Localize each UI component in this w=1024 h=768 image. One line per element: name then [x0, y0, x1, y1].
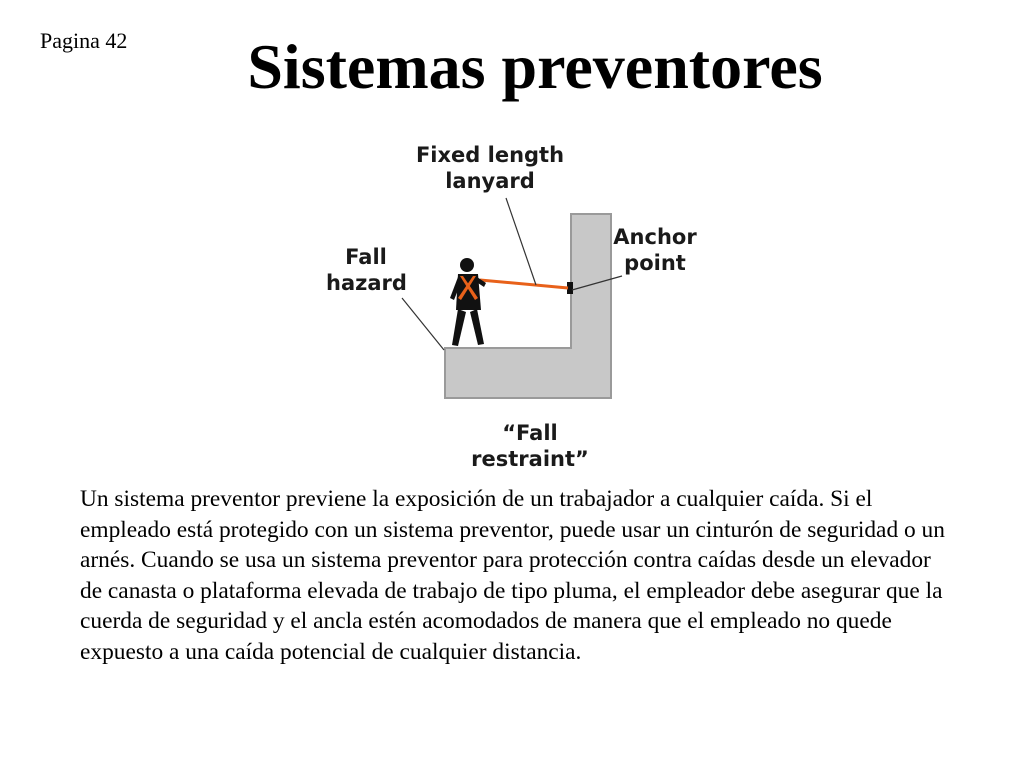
page-number: Pagina 42 — [40, 28, 128, 53]
page-title: Sistemas preventores — [247, 31, 823, 102]
fall-hazard-pointer — [402, 298, 444, 350]
lanyard-label: Fixed length lanyard — [415, 143, 565, 193]
anchor-label: Anchor point — [613, 225, 697, 275]
worker-figure — [450, 258, 486, 346]
diagram-caption: “Fall restraint” — [471, 421, 589, 471]
fall-hazard-label: Fall hazard — [326, 245, 407, 295]
lanyard-line — [480, 280, 568, 288]
body-paragraph: Un sistema preventor previene la exposición de un trabajador a cualquier caída. Si el empleado está protegido con un sistema preventor, puede usar un cinturón de seguridad o un arnés. Cuando se usa un sistema preventor para protección contra caídas desde un elevador de canasta o plataforma elevada de trabajo de tipo pluma, el empleador debe asegurar que la cuerda de seguridad y el ancla estén acomodados de manera que el empleado no quede expuesto a una caída potencial de cualquier distancia. — [80, 486, 945, 665]
lanyard-pointer — [506, 198, 536, 285]
fall-restraint-diagram — [320, 130, 720, 471]
